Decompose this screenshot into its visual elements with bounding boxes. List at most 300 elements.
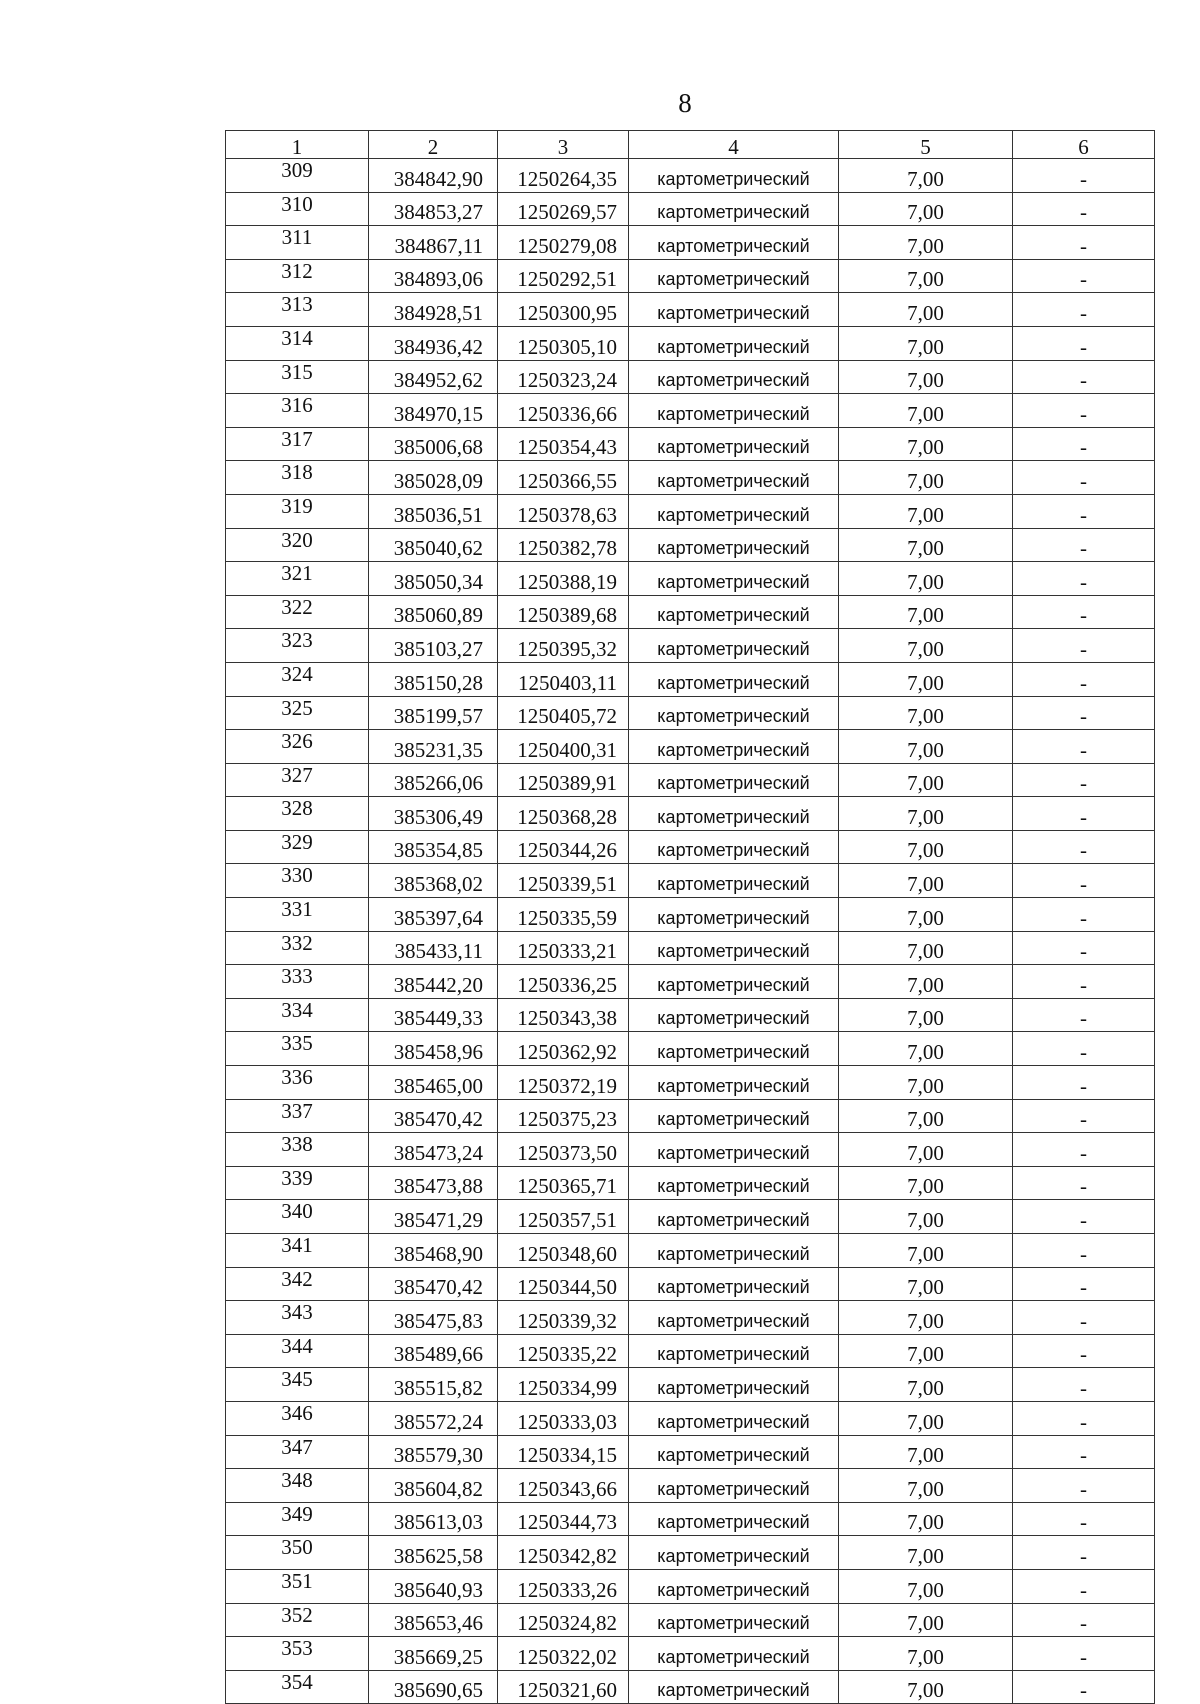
table-row	[226, 1099, 1155, 1133]
table-row	[226, 1502, 1155, 1536]
cell-method: картометрический	[629, 1301, 839, 1335]
cell-note: -	[1013, 763, 1155, 797]
cell-accuracy: 7,00	[839, 226, 1013, 260]
cell-method: картометрический	[629, 1200, 839, 1234]
table-header	[226, 131, 1155, 159]
cell-note: -	[1013, 1469, 1155, 1503]
cell-accuracy: 7,00	[839, 1603, 1013, 1637]
cell-accuracy: 7,00	[839, 1637, 1013, 1671]
cell-accuracy: 7,00	[839, 1435, 1013, 1469]
cell-y-coordinate: 1250362,92	[498, 1032, 629, 1066]
cell-note: -	[1013, 1435, 1155, 1469]
cell-accuracy: 7,00	[839, 662, 1013, 696]
cell-method: картометрический	[629, 629, 839, 663]
cell-accuracy: 7,00	[839, 394, 1013, 428]
table-row	[226, 360, 1155, 394]
cell-method: картометрический	[629, 898, 839, 932]
cell-method: картометрический	[629, 595, 839, 629]
cell-accuracy: 7,00	[839, 1469, 1013, 1503]
cell-method: картометрический	[629, 1603, 839, 1637]
cell-accuracy: 7,00	[839, 1234, 1013, 1268]
cell-x-coordinate: 385613,03	[369, 1502, 498, 1536]
cell-method: картометрический	[629, 192, 839, 226]
cell-accuracy: 7,00	[839, 427, 1013, 461]
cell-note: -	[1013, 1401, 1155, 1435]
cell-method: картометрический	[629, 528, 839, 562]
cell-x-coordinate: 385473,24	[369, 1133, 498, 1167]
cell-point-number: 318	[226, 461, 369, 495]
cell-accuracy: 7,00	[839, 326, 1013, 360]
cell-y-coordinate: 1250333,26	[498, 1569, 629, 1603]
cell-accuracy: 7,00	[839, 1569, 1013, 1603]
cell-point-number: 314	[226, 326, 369, 360]
cell-accuracy: 7,00	[839, 192, 1013, 226]
cell-note: -	[1013, 1670, 1155, 1704]
cell-note: -	[1013, 998, 1155, 1032]
table-row	[226, 830, 1155, 864]
cell-x-coordinate: 384936,42	[369, 326, 498, 360]
cell-y-coordinate: 1250389,68	[498, 595, 629, 629]
cell-accuracy: 7,00	[839, 1502, 1013, 1536]
table-row	[226, 259, 1155, 293]
table-row	[226, 763, 1155, 797]
table-row	[226, 293, 1155, 327]
cell-x-coordinate: 385397,64	[369, 898, 498, 932]
cell-accuracy: 7,00	[839, 461, 1013, 495]
cell-y-coordinate: 1250333,21	[498, 931, 629, 965]
cell-x-coordinate: 385266,06	[369, 763, 498, 797]
cell-point-number: 321	[226, 562, 369, 596]
cell-point-number: 346	[226, 1401, 369, 1435]
cell-point-number: 342	[226, 1267, 369, 1301]
table-row	[226, 1368, 1155, 1402]
table-row	[226, 1603, 1155, 1637]
cell-point-number: 347	[226, 1435, 369, 1469]
cell-x-coordinate: 385473,88	[369, 1166, 498, 1200]
cell-x-coordinate: 384853,27	[369, 192, 498, 226]
cell-x-coordinate: 384952,62	[369, 360, 498, 394]
cell-y-coordinate: 1250357,51	[498, 1200, 629, 1234]
cell-y-coordinate: 1250375,23	[498, 1099, 629, 1133]
cell-point-number: 351	[226, 1569, 369, 1603]
cell-accuracy: 7,00	[839, 898, 1013, 932]
cell-accuracy: 7,00	[839, 1032, 1013, 1066]
cell-y-coordinate: 1250339,51	[498, 864, 629, 898]
cell-point-number: 337	[226, 1099, 369, 1133]
cell-y-coordinate: 1250343,38	[498, 998, 629, 1032]
cell-y-coordinate: 1250372,19	[498, 1066, 629, 1100]
cell-point-number: 326	[226, 730, 369, 764]
cell-method: картометрический	[629, 1502, 839, 1536]
cell-y-coordinate: 1250344,73	[498, 1502, 629, 1536]
cell-point-number: 341	[226, 1234, 369, 1268]
cell-y-coordinate: 1250342,82	[498, 1536, 629, 1570]
cell-y-coordinate: 1250335,59	[498, 898, 629, 932]
cell-y-coordinate: 1250368,28	[498, 797, 629, 831]
cell-point-number: 322	[226, 595, 369, 629]
cell-point-number: 331	[226, 898, 369, 932]
cell-x-coordinate: 385040,62	[369, 528, 498, 562]
cell-note: -	[1013, 830, 1155, 864]
cell-method: картометрический	[629, 763, 839, 797]
cell-note: -	[1013, 360, 1155, 394]
cell-point-number: 335	[226, 1032, 369, 1066]
cell-x-coordinate: 385572,24	[369, 1401, 498, 1435]
cell-note: -	[1013, 259, 1155, 293]
cell-accuracy: 7,00	[839, 1200, 1013, 1234]
cell-point-number: 319	[226, 494, 369, 528]
cell-note: -	[1013, 797, 1155, 831]
cell-y-coordinate: 1250264,35	[498, 159, 629, 193]
cell-method: картометрический	[629, 1368, 839, 1402]
cell-method: картометрический	[629, 1670, 839, 1704]
cell-y-coordinate: 1250334,99	[498, 1368, 629, 1402]
cell-x-coordinate: 385471,29	[369, 1200, 498, 1234]
coordinates-table	[225, 130, 1155, 1704]
header-col-3: 3	[498, 131, 629, 159]
cell-x-coordinate: 385442,20	[369, 965, 498, 999]
table-row	[226, 1301, 1155, 1335]
cell-note: -	[1013, 1099, 1155, 1133]
cell-note: -	[1013, 1166, 1155, 1200]
cell-note: -	[1013, 1569, 1155, 1603]
cell-note: -	[1013, 528, 1155, 562]
table-row	[226, 226, 1155, 260]
cell-method: картометрический	[629, 1435, 839, 1469]
cell-accuracy: 7,00	[839, 1670, 1013, 1704]
cell-x-coordinate: 385150,28	[369, 662, 498, 696]
cell-note: -	[1013, 394, 1155, 428]
cell-method: картометрический	[629, 1334, 839, 1368]
table-row	[226, 1267, 1155, 1301]
table-row	[226, 1401, 1155, 1435]
cell-x-coordinate: 385470,42	[369, 1099, 498, 1133]
cell-note: -	[1013, 965, 1155, 999]
table-row	[226, 629, 1155, 663]
table-row	[226, 898, 1155, 932]
cell-x-coordinate: 385354,85	[369, 830, 498, 864]
cell-x-coordinate: 385653,46	[369, 1603, 498, 1637]
cell-accuracy: 7,00	[839, 1267, 1013, 1301]
cell-accuracy: 7,00	[839, 528, 1013, 562]
cell-note: -	[1013, 1032, 1155, 1066]
cell-x-coordinate: 385006,68	[369, 427, 498, 461]
table-row	[226, 494, 1155, 528]
cell-method: картометрический	[629, 360, 839, 394]
cell-y-coordinate: 1250279,08	[498, 226, 629, 260]
cell-method: картометрический	[629, 159, 839, 193]
cell-x-coordinate: 384893,06	[369, 259, 498, 293]
cell-point-number: 330	[226, 864, 369, 898]
cell-note: -	[1013, 562, 1155, 596]
cell-y-coordinate: 1250378,63	[498, 494, 629, 528]
cell-x-coordinate: 385515,82	[369, 1368, 498, 1402]
cell-note: -	[1013, 192, 1155, 226]
table-row	[226, 394, 1155, 428]
cell-method: картометрический	[629, 1637, 839, 1671]
cell-note: -	[1013, 730, 1155, 764]
cell-method: картометрический	[629, 461, 839, 495]
cell-y-coordinate: 1250343,66	[498, 1469, 629, 1503]
cell-y-coordinate: 1250389,91	[498, 763, 629, 797]
cell-method: картометрический	[629, 1401, 839, 1435]
header-col-5: 5	[839, 131, 1013, 159]
cell-y-coordinate: 1250395,32	[498, 629, 629, 663]
cell-method: картометрический	[629, 1066, 839, 1100]
cell-method: картометрический	[629, 1267, 839, 1301]
cell-note: -	[1013, 1368, 1155, 1402]
cell-method: картометрический	[629, 864, 839, 898]
cell-x-coordinate: 385604,82	[369, 1469, 498, 1503]
cell-y-coordinate: 1250366,55	[498, 461, 629, 495]
cell-point-number: 327	[226, 763, 369, 797]
cell-accuracy: 7,00	[839, 1133, 1013, 1167]
cell-point-number: 338	[226, 1133, 369, 1167]
cell-x-coordinate: 385458,96	[369, 1032, 498, 1066]
cell-accuracy: 7,00	[839, 830, 1013, 864]
cell-point-number: 313	[226, 293, 369, 327]
cell-x-coordinate: 385060,89	[369, 595, 498, 629]
cell-note: -	[1013, 931, 1155, 965]
cell-note: -	[1013, 898, 1155, 932]
cell-x-coordinate: 385579,30	[369, 1435, 498, 1469]
table-row	[226, 326, 1155, 360]
table-row	[226, 595, 1155, 629]
cell-point-number: 339	[226, 1166, 369, 1200]
cell-point-number: 323	[226, 629, 369, 663]
cell-note: -	[1013, 1603, 1155, 1637]
cell-method: картометрический	[629, 293, 839, 327]
cell-point-number: 317	[226, 427, 369, 461]
cell-note: -	[1013, 427, 1155, 461]
cell-x-coordinate: 385475,83	[369, 1301, 498, 1335]
cell-accuracy: 7,00	[839, 562, 1013, 596]
table-row	[226, 1637, 1155, 1671]
cell-y-coordinate: 1250339,32	[498, 1301, 629, 1335]
cell-point-number: 329	[226, 830, 369, 864]
cell-x-coordinate: 385669,25	[369, 1637, 498, 1671]
cell-y-coordinate: 1250348,60	[498, 1234, 629, 1268]
cell-accuracy: 7,00	[839, 259, 1013, 293]
table-body	[226, 159, 1155, 1704]
cell-point-number: 354	[226, 1670, 369, 1704]
cell-point-number: 332	[226, 931, 369, 965]
cell-y-coordinate: 1250269,57	[498, 192, 629, 226]
cell-y-coordinate: 1250403,11	[498, 662, 629, 696]
cell-method: картометрический	[629, 662, 839, 696]
page-number: 8	[678, 88, 692, 118]
cell-method: картометрический	[629, 226, 839, 260]
cell-note: -	[1013, 1133, 1155, 1167]
table-row	[226, 965, 1155, 999]
table-row	[226, 931, 1155, 965]
cell-accuracy: 7,00	[839, 293, 1013, 327]
cell-accuracy: 7,00	[839, 629, 1013, 663]
cell-accuracy: 7,00	[839, 1368, 1013, 1402]
cell-note: -	[1013, 1200, 1155, 1234]
cell-method: картометрический	[629, 1133, 839, 1167]
cell-note: -	[1013, 662, 1155, 696]
cell-y-coordinate: 1250305,10	[498, 326, 629, 360]
cell-point-number: 334	[226, 998, 369, 1032]
cell-method: картометрический	[629, 427, 839, 461]
cell-note: -	[1013, 696, 1155, 730]
table-row	[226, 730, 1155, 764]
cell-note: -	[1013, 1637, 1155, 1671]
table-row	[226, 192, 1155, 226]
cell-point-number: 310	[226, 192, 369, 226]
cell-point-number: 328	[226, 797, 369, 831]
cell-y-coordinate: 1250336,25	[498, 965, 629, 999]
cell-accuracy: 7,00	[839, 1334, 1013, 1368]
cell-point-number: 336	[226, 1066, 369, 1100]
cell-accuracy: 7,00	[839, 998, 1013, 1032]
cell-x-coordinate: 385470,42	[369, 1267, 498, 1301]
cell-method: картометрический	[629, 259, 839, 293]
cell-point-number: 344	[226, 1334, 369, 1368]
cell-x-coordinate: 385050,34	[369, 562, 498, 596]
table-row	[226, 1536, 1155, 1570]
cell-accuracy: 7,00	[839, 159, 1013, 193]
cell-y-coordinate: 1250323,24	[498, 360, 629, 394]
cell-y-coordinate: 1250300,95	[498, 293, 629, 327]
cell-note: -	[1013, 293, 1155, 327]
table-row	[226, 1435, 1155, 1469]
cell-y-coordinate: 1250333,03	[498, 1401, 629, 1435]
cell-x-coordinate: 385036,51	[369, 494, 498, 528]
cell-y-coordinate: 1250400,31	[498, 730, 629, 764]
table-row	[226, 1032, 1155, 1066]
table-row	[226, 696, 1155, 730]
header-col-2: 2	[369, 131, 498, 159]
cell-accuracy: 7,00	[839, 730, 1013, 764]
cell-point-number: 325	[226, 696, 369, 730]
table-row	[226, 1334, 1155, 1368]
cell-method: картометрический	[629, 797, 839, 831]
cell-y-coordinate: 1250405,72	[498, 696, 629, 730]
cell-note: -	[1013, 1502, 1155, 1536]
cell-point-number: 343	[226, 1301, 369, 1335]
cell-y-coordinate: 1250344,50	[498, 1267, 629, 1301]
cell-accuracy: 7,00	[839, 696, 1013, 730]
cell-method: картометрический	[629, 1032, 839, 1066]
header-row	[226, 131, 1155, 159]
cell-x-coordinate: 385625,58	[369, 1536, 498, 1570]
cell-accuracy: 7,00	[839, 494, 1013, 528]
cell-x-coordinate: 385690,65	[369, 1670, 498, 1704]
cell-y-coordinate: 1250382,78	[498, 528, 629, 562]
cell-method: картометрический	[629, 326, 839, 360]
cell-x-coordinate: 385199,57	[369, 696, 498, 730]
header-col-6: 6	[1013, 131, 1155, 159]
cell-point-number: 349	[226, 1502, 369, 1536]
cell-method: картометрический	[629, 931, 839, 965]
cell-accuracy: 7,00	[839, 360, 1013, 394]
cell-accuracy: 7,00	[839, 965, 1013, 999]
cell-note: -	[1013, 1267, 1155, 1301]
cell-method: картометрический	[629, 998, 839, 1032]
cell-method: картометрический	[629, 730, 839, 764]
cell-x-coordinate: 384970,15	[369, 394, 498, 428]
table-row	[226, 427, 1155, 461]
table-row	[226, 1234, 1155, 1268]
cell-note: -	[1013, 494, 1155, 528]
cell-accuracy: 7,00	[839, 1066, 1013, 1100]
cell-x-coordinate: 385465,00	[369, 1066, 498, 1100]
cell-x-coordinate: 385468,90	[369, 1234, 498, 1268]
cell-note: -	[1013, 595, 1155, 629]
table-row	[226, 797, 1155, 831]
table-row	[226, 1166, 1155, 1200]
table-row	[226, 562, 1155, 596]
table-row	[226, 528, 1155, 562]
cell-point-number: 316	[226, 394, 369, 428]
cell-x-coordinate: 385449,33	[369, 998, 498, 1032]
cell-accuracy: 7,00	[839, 1301, 1013, 1335]
cell-y-coordinate: 1250324,82	[498, 1603, 629, 1637]
cell-x-coordinate: 385640,93	[369, 1569, 498, 1603]
table-row	[226, 864, 1155, 898]
table-row	[226, 662, 1155, 696]
table-row	[226, 1469, 1155, 1503]
cell-point-number: 353	[226, 1637, 369, 1671]
cell-point-number: 350	[226, 1536, 369, 1570]
cell-x-coordinate: 385306,49	[369, 797, 498, 831]
cell-x-coordinate: 385489,66	[369, 1334, 498, 1368]
cell-method: картометрический	[629, 1469, 839, 1503]
cell-note: -	[1013, 1066, 1155, 1100]
table-row	[226, 1133, 1155, 1167]
table-row	[226, 1670, 1155, 1704]
cell-note: -	[1013, 326, 1155, 360]
cell-accuracy: 7,00	[839, 1099, 1013, 1133]
cell-accuracy: 7,00	[839, 595, 1013, 629]
cell-note: -	[1013, 629, 1155, 663]
cell-point-number: 345	[226, 1368, 369, 1402]
cell-method: картометрический	[629, 1569, 839, 1603]
cell-note: -	[1013, 159, 1155, 193]
cell-method: картометрический	[629, 1536, 839, 1570]
cell-method: картометрический	[629, 830, 839, 864]
cell-note: -	[1013, 226, 1155, 260]
cell-y-coordinate: 1250334,15	[498, 1435, 629, 1469]
cell-x-coordinate: 384842,90	[369, 159, 498, 193]
header-col-1: 1	[226, 131, 369, 159]
cell-note: -	[1013, 1234, 1155, 1268]
cell-method: картометрический	[629, 965, 839, 999]
cell-accuracy: 7,00	[839, 864, 1013, 898]
cell-method: картометрический	[629, 562, 839, 596]
cell-method: картометрический	[629, 1099, 839, 1133]
cell-point-number: 315	[226, 360, 369, 394]
cell-point-number: 320	[226, 528, 369, 562]
header-col-4: 4	[629, 131, 839, 159]
cell-note: -	[1013, 1334, 1155, 1368]
cell-x-coordinate: 385368,02	[369, 864, 498, 898]
cell-accuracy: 7,00	[839, 931, 1013, 965]
cell-note: -	[1013, 1301, 1155, 1335]
table-row	[226, 159, 1155, 193]
table-row	[226, 1066, 1155, 1100]
cell-accuracy: 7,00	[839, 763, 1013, 797]
cell-y-coordinate: 1250335,22	[498, 1334, 629, 1368]
table-row	[226, 1200, 1155, 1234]
cell-point-number: 348	[226, 1469, 369, 1503]
cell-note: -	[1013, 1536, 1155, 1570]
cell-method: картометрический	[629, 1166, 839, 1200]
cell-x-coordinate: 385433,11	[369, 931, 498, 965]
cell-accuracy: 7,00	[839, 1401, 1013, 1435]
